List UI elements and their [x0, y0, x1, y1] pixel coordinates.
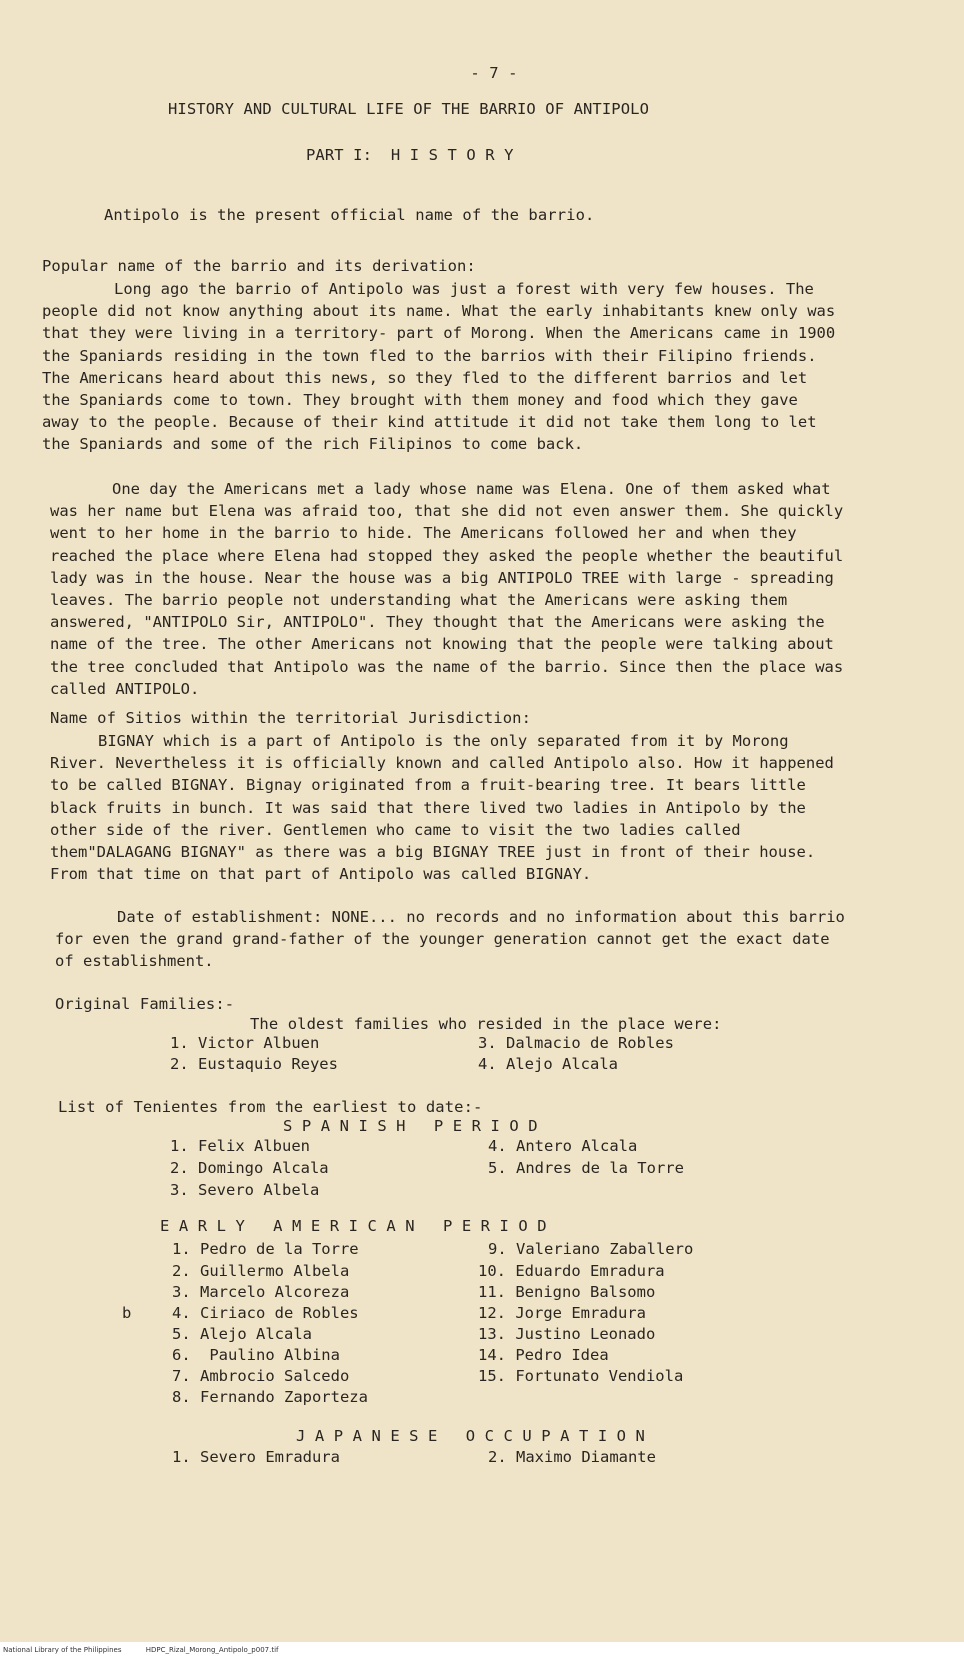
tenientes-heading: List of Tenientes from the earliest to date:-: [58, 1098, 483, 1116]
american-teniente: 11. Benigno Balsomo: [478, 1283, 656, 1301]
establishment-paragraph: Date of establishment: NONE... no records and no information about this barrio for even the grand grand-father of the younger generation cannot get the exact date of establishment.: [55, 908, 845, 971]
spanish-teniente: 4. Antero Alcala: [488, 1137, 638, 1155]
family-item: 4. Alejo Alcala: [478, 1055, 618, 1073]
american-teniente: 6. Paulino Albina: [172, 1346, 340, 1364]
american-teniente: 2. Guillermo Albela: [172, 1262, 350, 1280]
page-number: - 7 -: [470, 64, 518, 82]
american-teniente: 9. Valeriano Zaballero: [488, 1240, 694, 1258]
japanese-teniente: 1. Severo Emradura: [172, 1448, 340, 1466]
spanish-teniente: 5. Andres de la Torre: [488, 1159, 684, 1177]
american-period-heading: E A R L Y A M E R I C A N P E R I O D: [160, 1217, 547, 1235]
american-teniente: 10. Eduardo Emradura: [478, 1262, 665, 1280]
american-teniente: 15. Fortunato Vendiola: [478, 1367, 684, 1385]
part-heading: PART I: H I S T O R Y: [306, 146, 514, 164]
american-teniente: 13. Justino Leonado: [478, 1325, 656, 1343]
spanish-teniente: 2. Domingo Alcala: [170, 1159, 329, 1177]
american-teniente: 14. Pedro Idea: [478, 1346, 609, 1364]
japanese-period-heading: J A P A N E S E O C C U P A T I O N: [296, 1427, 645, 1445]
families-heading: Original Families:-: [55, 995, 235, 1013]
footer-filename: HDPC_Rizal_Morong_Antipolo_p007.tif: [145, 1646, 279, 1654]
popular-name-heading: Popular name of the barrio and its derivation:: [42, 257, 476, 275]
family-item: 1. Victor Albuen: [170, 1034, 320, 1052]
margin-mark: b: [122, 1304, 132, 1322]
family-item: 2. Eustaquio Reyes: [170, 1055, 338, 1073]
families-intro: The oldest families who resided in the place were:: [250, 1015, 722, 1033]
american-teniente: 8. Fernando Zaporteza: [172, 1388, 368, 1406]
american-teniente: 12. Jorge Emradura: [478, 1304, 646, 1322]
document-title: HISTORY AND CULTURAL LIFE OF THE BARRIO OF ANTIPOLO: [168, 100, 650, 118]
elena-paragraph: One day the Americans met a lady whose name was Elena. One of them asked what was her name but Elena was afraid too, that she did not even answer them. She quickly went to her home in the barrio to hide. The Americans followed her and when they reached the place where Elena had stopped they asked the people whether the beautiful lady was in the house. Near the house was a big ANTIPOLO TREE with large - spreading leaves. The barrio people not understanding what the Americans were asking them answered, "ANTIPOLO Sir, ANTIPOLO". They thought that the Americans were asking the name of the tree. The other Americans not knowing that the people were talking about the tree concluded that Antipolo was the name of the barrio. Since then the place was called ANTIPOLO.: [50, 480, 844, 698]
spanish-teniente: 1. Felix Albuen: [170, 1137, 310, 1155]
sitios-paragraph: BIGNAY which is a part of Antipolo is the only separated from it by Morong River. Nevertheless it is officially known and called Antipolo also. How it happened to be called BIGNAY. Bignay originated from a fruit-bearing tree. It bears little black fruits in bunch. It was said that there lived two ladies in Antipolo by the other side of the river. Gentlemen who came to visit the two ladies called them"DALAGANG BIGNAY" as there was a big BIGNAY TREE just in front of their house. From that time on that part of Antipolo was called BIGNAY.: [50, 732, 834, 884]
american-teniente: 7. Ambrocio Salcedo: [172, 1367, 350, 1385]
archive-footer: [0, 1642, 964, 1658]
american-teniente: 1. Pedro de la Torre: [172, 1240, 359, 1258]
popular-name-paragraph: Long ago the barrio of Antipolo was just a forest with very few houses. The people did not know anything about its name. What the early inhabitants knew only was that they were living in a territory- part of Morong. When the Americans came in 1900 the Spaniards residing in the town fled to the barrios with their Filipino friends. The Americans heard about this news, so they fled to the different barrios and let the Spaniards come to town. They brought with them money and food which they gave away to the people. Because of their kind attitude it did not take them long to let the Spaniards and some of the rich Filipinos to come back.: [42, 280, 836, 454]
american-teniente: 5. Alejo Alcala: [172, 1325, 312, 1343]
family-item: 3. Dalmacio de Robles: [478, 1034, 674, 1052]
spanish-teniente: 3. Severo Albela: [170, 1181, 320, 1199]
footer-institution: National Library of the Philippines: [3, 1646, 122, 1654]
sitios-heading: Name of Sitios within the territorial Jurisdiction:: [50, 709, 532, 727]
american-teniente: 3. Marcelo Alcoreza: [172, 1283, 350, 1301]
japanese-teniente: 2. Maximo Diamante: [488, 1448, 656, 1466]
official-name-line: Antipolo is the present official name of the barrio.: [104, 206, 595, 224]
spanish-period-heading: S P A N I S H P E R I O D: [283, 1117, 538, 1135]
american-teniente: 4. Ciriaco de Robles: [172, 1304, 359, 1322]
